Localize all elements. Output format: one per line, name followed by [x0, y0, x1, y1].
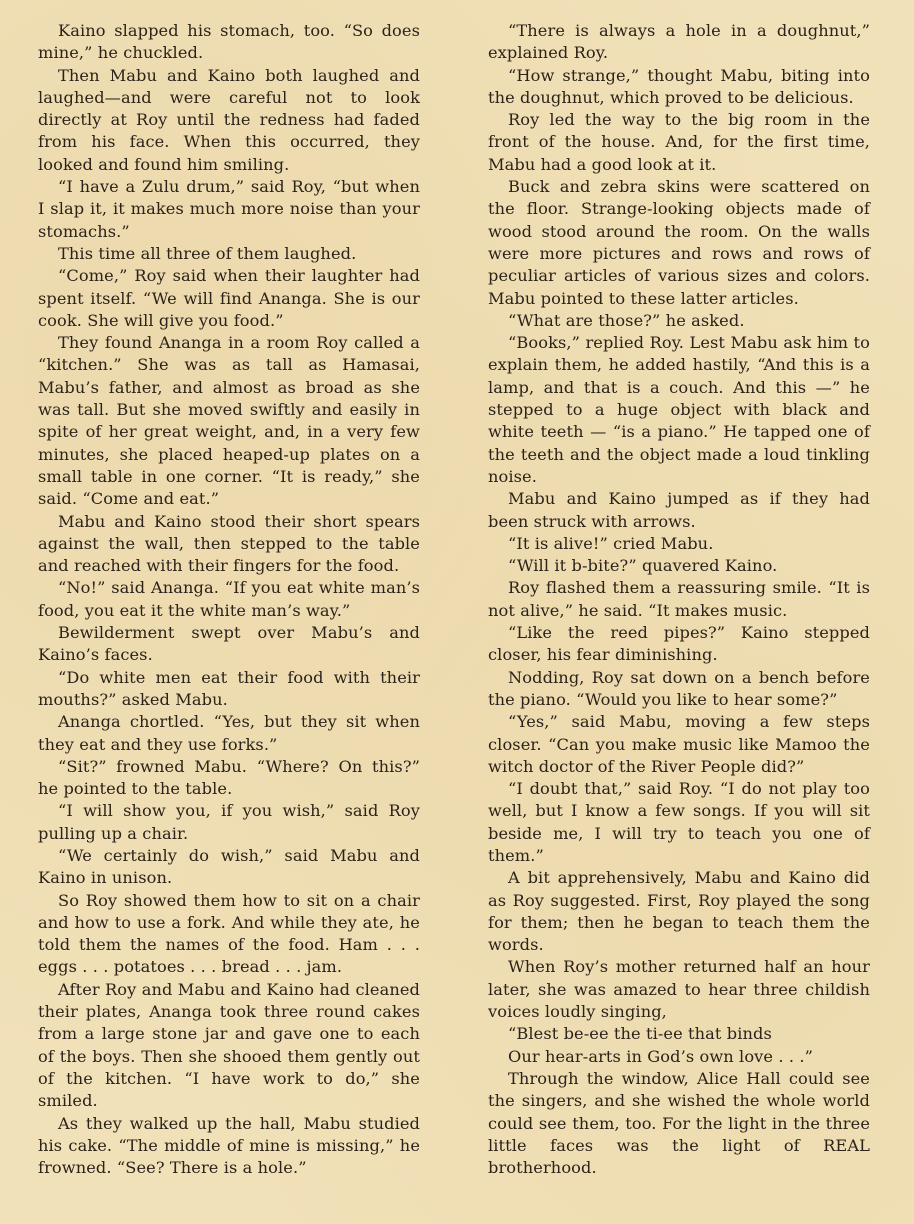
- paragraph: A bit apprehensively, Mabu and Kaino did as Roy suggested. First, Roy played the song for them; then he began to teach them the words.: [488, 868, 870, 955]
- paragraph: “I doubt that,” said Roy. “I do not play too well, but I know a few songs. If you will sit beside me, I will try to teach you one of them.”: [488, 779, 870, 865]
- paragraph: Kaino slapped his stomach, too. “So does mine,” he chuckled.: [38, 21, 420, 63]
- paragraph: “Like the reed pipes?” Kaino stepped closer, his fear diminishing.: [488, 623, 870, 665]
- paragraph: “Books,” replied Roy. Lest Mabu ask him to explain them, he added hastily, “And this is a lamp, and that is a couch. And this —” he stepped to a huge object with black and white teeth — “is a piano.” He tapped one of the teeth and the object made a loud tinkling noise.: [488, 333, 870, 486]
- paragraph: Ananga chortled. “Yes, but they sit when they eat and they use forks.”: [38, 712, 420, 754]
- paragraph: Roy led the way to the big room in the front of the house. And, for the first time, Mabu had a good look at it.: [488, 110, 870, 174]
- paragraph: Nodding, Roy sat down on a bench before the piano. “Would you like to hear some?”: [488, 667, 870, 709]
- paragraph: Then Mabu and Kaino both laughed and laughed—and were careful not to look directly at Roy until the redness had faded from his face. When this occurred, they looked and found him smiling.: [38, 65, 420, 174]
- paragraph: When Roy’s mother returned half an hour later, she was amazed to hear three childish voices loudly singing,: [488, 957, 870, 1022]
- paragraph: “There is always a hole in a doughnut,” explained Roy.: [488, 21, 870, 63]
- paragraph: “No!” said Ananga. “If you eat white man’s food, you eat it the white man’s way.”: [38, 578, 420, 620]
- right-text-column: [488, 20, 870, 1179]
- paragraph: “I have a Zulu drum,” said Roy, “but when I slap it, it makes much more noise than your stomachs.”: [38, 177, 420, 241]
- paragraph: Our hear-arts in God’s own love . . .”: [508, 1046, 813, 1066]
- paragraph: “Blest be-ee the ti-ee that binds: [508, 1024, 772, 1044]
- paragraph: Mabu and Kaino stood their short spears against the wall, then stepped to the table and reached with their fingers for the food.: [38, 511, 420, 576]
- paragraph: Mabu and Kaino jumped as if they had been struck with arrows.: [488, 489, 870, 531]
- left-text-column: [38, 20, 420, 1179]
- paragraph: “Come,” Roy said when their laughter had spent itself. “We will find Ananga. She is our cook. She will give you food.”: [38, 266, 420, 330]
- paragraph: “We certainly do wish,” said Mabu and Kaino in unison.: [38, 845, 420, 888]
- paragraph: Through the window, Alice Hall could see the singers, and she wished the whole world could see them, too. For the light in the three little faces was the light of REAL brotherhood.: [488, 1068, 870, 1178]
- paragraph: They found Ananga in a room Roy called a “kitchen.” She was as tall as Hamasai, Mabu’s father, and almost as broad as she was tall. But she moved swiftly and easily in spite of her great weight, and, in a very few minutes, she placed heaped-up plates on a small table in one corner. “It is ready,” she said. “Come and eat.”: [38, 333, 420, 509]
- paragraph: “What are those?” he asked.: [508, 310, 745, 330]
- paragraph: As they walked up the hall, Mabu studied his cake. “The middle of mine is missing,” he frowned. “See? There is a hole.”: [38, 1113, 420, 1178]
- paragraph: “It is alive!” cried Mabu.: [508, 533, 714, 553]
- paragraph: So Roy showed them how to sit on a chair and how to use a fork. And while they ate, he told them the names of the food. Ham . . . eggs . . . potatoes . . . bread . . . jam.: [38, 890, 420, 977]
- paragraph: “Yes,” said Mabu, moving a few steps closer. “Can you make music like Mamoo the witch doctor of the River People did?”: [488, 712, 870, 776]
- paragraph: After Roy and Mabu and Kaino had cleaned their plates, Ananga took three round cakes from a large stone jar and gave one to each of the boys. Then she shooed them gently out of the kitchen. “I have work to do,” she smiled.: [38, 979, 420, 1111]
- paragraph: “Do white men eat their food with their mouths?” asked Mabu.: [38, 667, 420, 709]
- paragraph: Roy flashed them a reassuring smile. “It is not alive,” he said. “It makes music.: [488, 578, 870, 620]
- paragraph: This time all three of them laughed.: [58, 243, 357, 263]
- paragraph: “How strange,” thought Mabu, biting into the doughnut, which proved to be delicious.: [488, 65, 870, 107]
- paragraph: Bewilderment swept over Mabu’s and Kaino’s faces.: [38, 623, 420, 665]
- paragraph: Buck and zebra skins were scattered on the floor. Strange-looking objects made of wood stood around the room. On the walls were more pictures and rows and rows of peculiar articles of various sizes and colors. Mabu pointed to these latter articles.: [488, 177, 870, 308]
- paragraph: “I will show you, if you wish,” said Roy pulling up a chair.: [38, 801, 420, 843]
- paragraph: “Will it b-bite?” quavered Kaino.: [508, 556, 778, 576]
- paragraph: “Sit?” frowned Mabu. “Where? On this?” he pointed to the table.: [38, 756, 420, 799]
